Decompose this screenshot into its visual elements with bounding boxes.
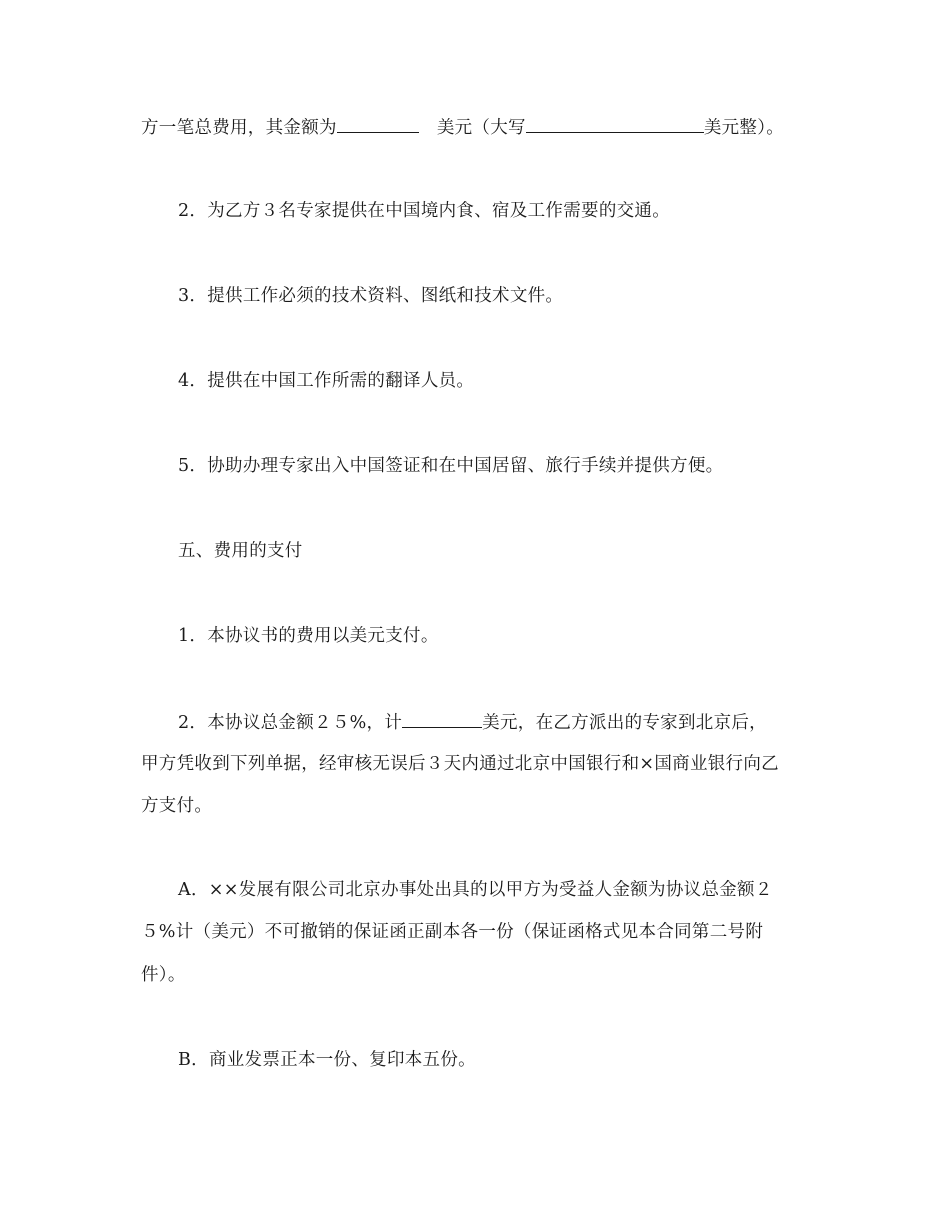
amount-in-words-blank[interactable] — [526, 114, 704, 133]
section-5-heading: 五、费用的支付 — [178, 541, 303, 561]
fee-amount-text-middle: 美元（大写 — [436, 118, 526, 138]
payment-item-2-line-1 — [178, 709, 767, 735]
amount-blank[interactable] — [337, 114, 419, 133]
payment-item-1: 1．本协议书的费用以美元支付。 — [178, 626, 439, 646]
document-a-line-3: 件）。 — [141, 965, 186, 985]
payment-item-2-line-2: 甲方凭收到下列单据，经审核无误后３天内通过北京中国银行和×国商业银行向乙 — [141, 754, 779, 774]
document-b: B．商业发票正本一份、复印本五份。 — [178, 1050, 476, 1070]
payment-item-2-line-3: 方支付。 — [141, 796, 213, 816]
payment-item-2-text-after: 美元，在乙方派出的专家到北京后， — [482, 713, 767, 733]
fee-amount-text-after: 美元整）。 — [703, 118, 785, 138]
item-3-technical-docs: 3．提供工作必须的技术资料、图纸和技术文件。 — [178, 286, 564, 306]
document-a-line-1: A．××发展有限公司北京办事处出具的以甲方为受益人金额为协议总金额２ — [178, 880, 773, 900]
document-a-line-2: ５%计（美元）不可撤销的保证函正副本各一份（保证函格式见本合同第二号附 — [141, 922, 764, 942]
item-5-visa: 5．协助办理专家出入中国签证和在中国居留、旅行手续并提供方便。 — [178, 456, 724, 476]
item-4-translators: 4．提供在中国工作所需的翻译人员。 — [178, 371, 475, 391]
payment-amount-blank[interactable] — [402, 709, 482, 728]
item-2-transport: 2．为乙方３名专家提供在中国境内食、宿及工作需要的交通。 — [178, 201, 671, 221]
fee-amount-line — [141, 114, 784, 140]
payment-item-2-text-before: 2．本协议总金额２５%，计 — [178, 713, 403, 733]
fee-amount-text-before: 方一笔总费用，其金额为 — [141, 118, 337, 138]
